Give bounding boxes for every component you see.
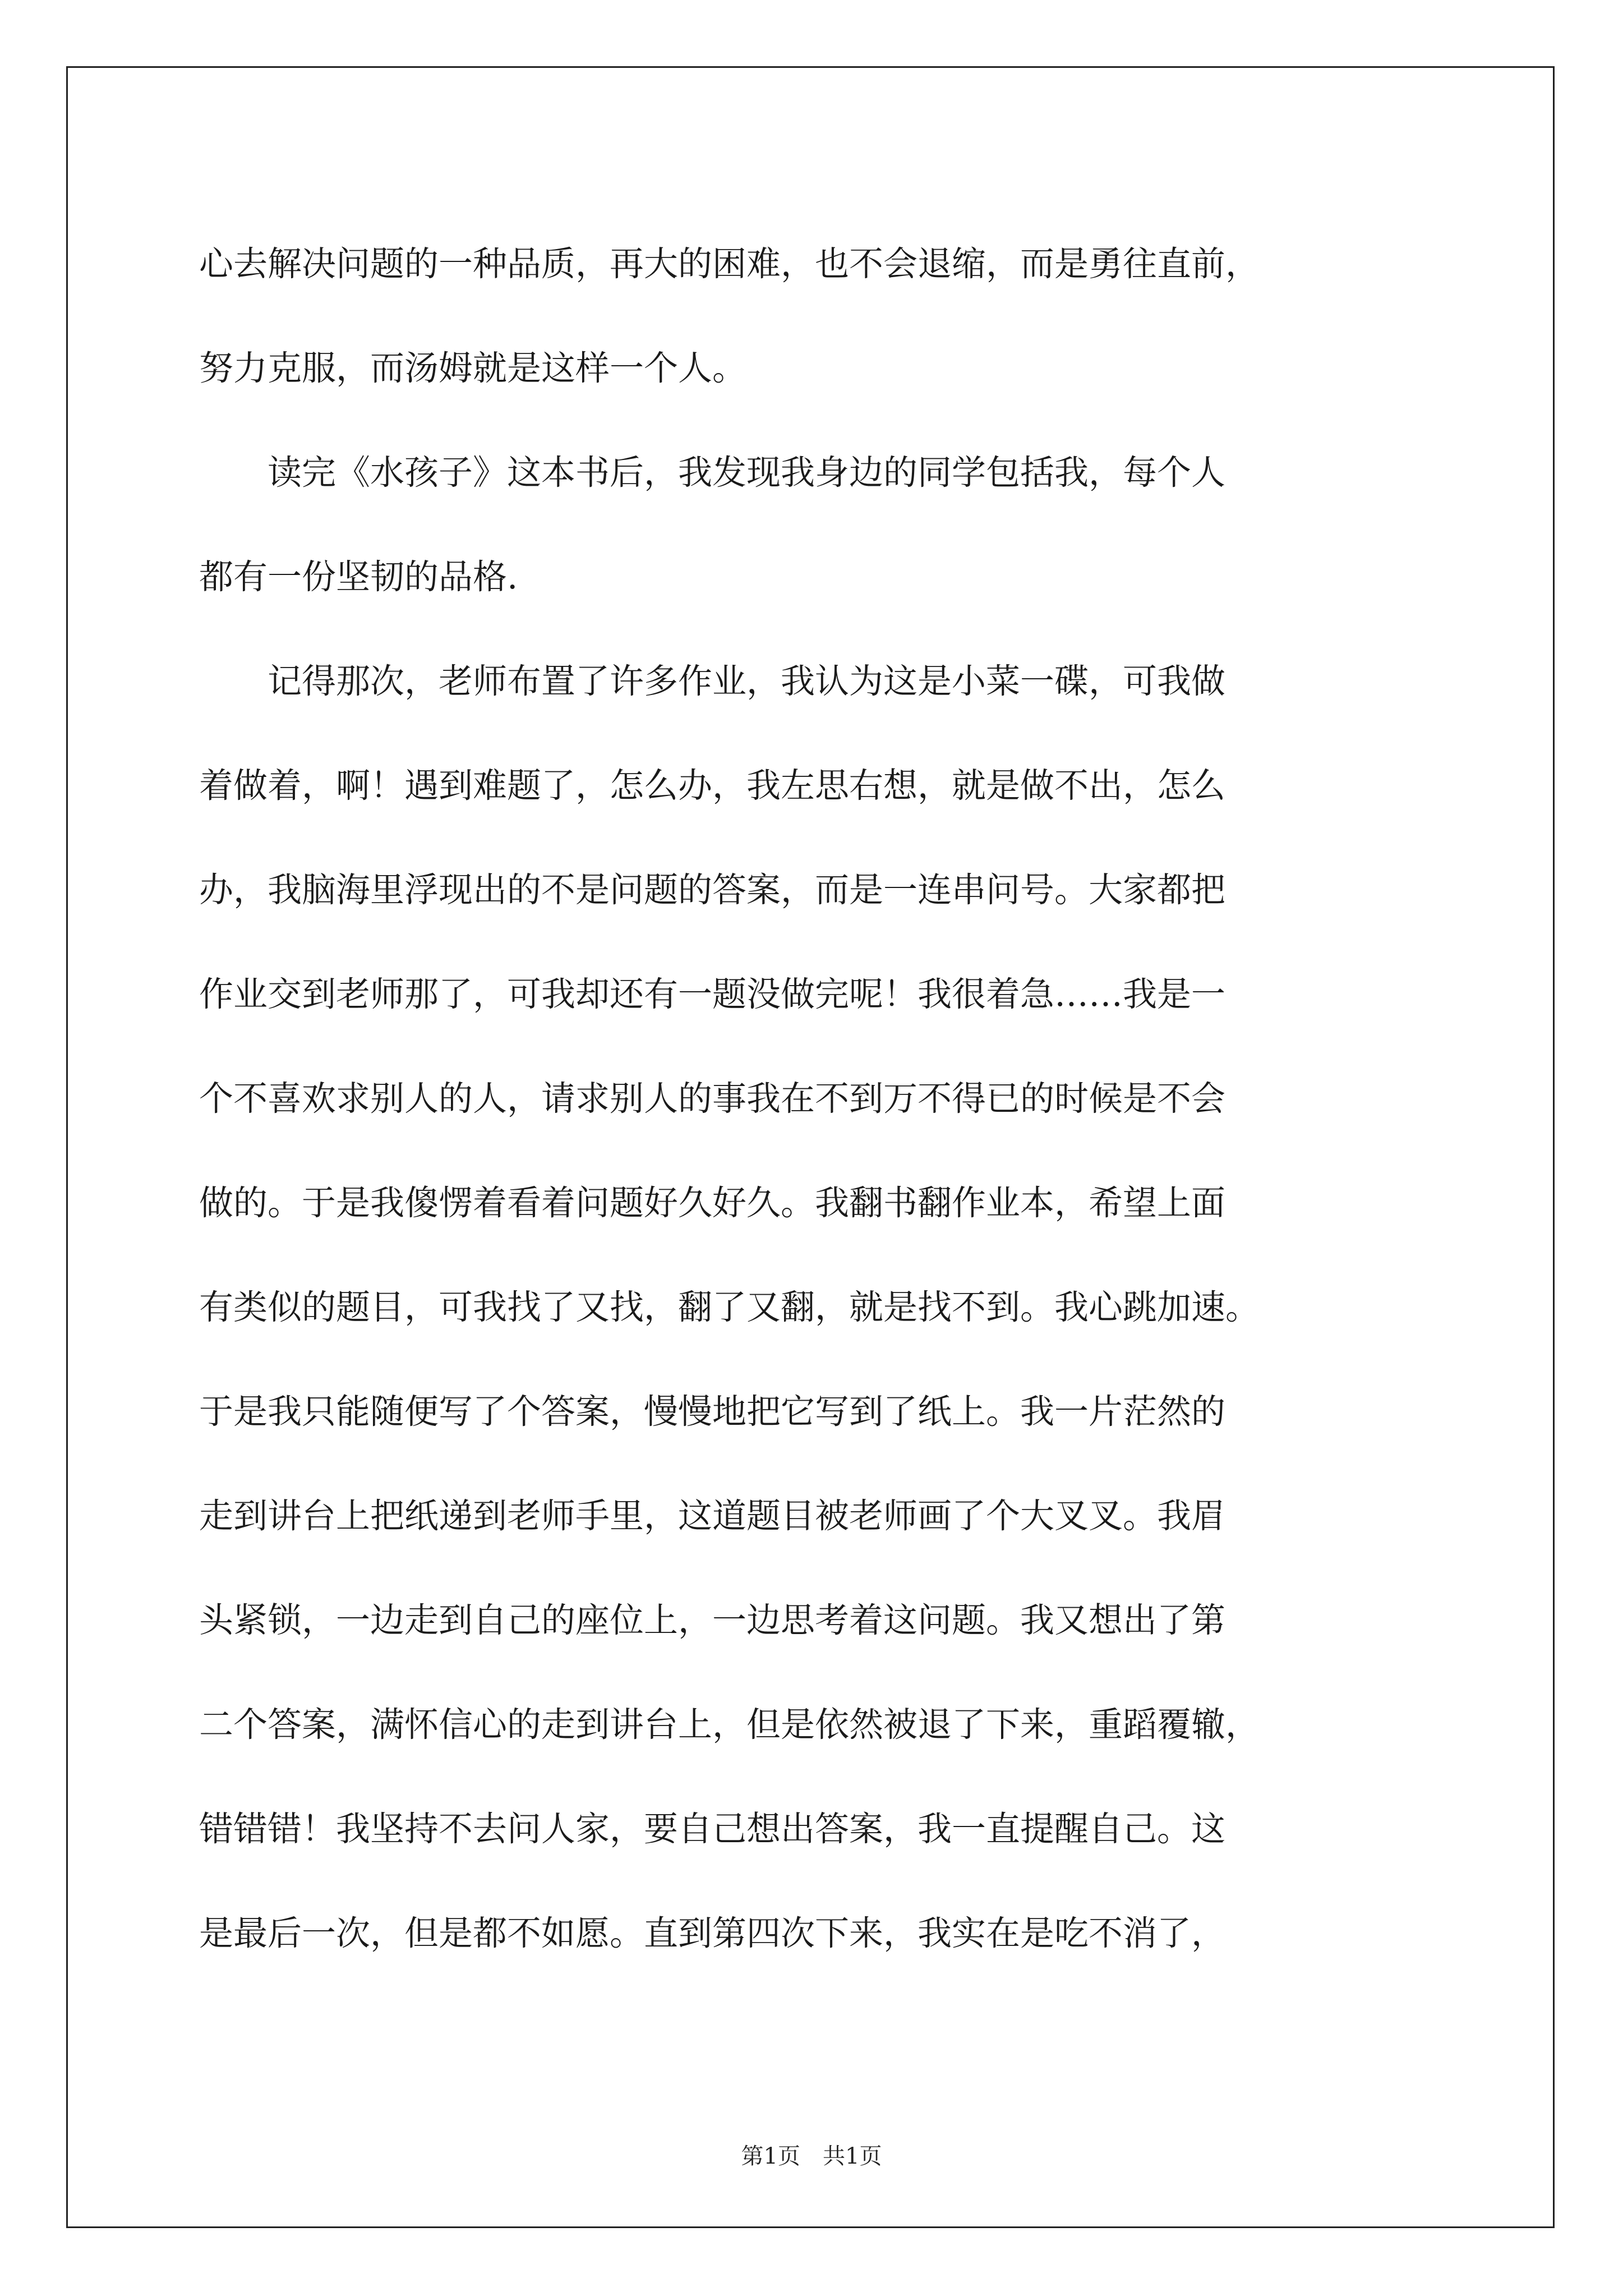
text-line: 着做着，啊！遇到难题了，怎么办，我左思右想，就是做不出，怎么 [199,766,1226,806]
text-line: 做的。于是我傻愣着看着问题好久好久。我翻书翻作业本，希望上面 [199,1183,1226,1223]
text-line: 走到讲台上把纸递到老师手里，这道题目被老师画了个大叉叉。我眉 [199,1496,1226,1536]
text-line: 头紧锁，一边走到自己的座位上，一边思考着这问题。我又想出了第 [199,1600,1226,1640]
text-line: 错错错！我坚持不去问人家，要自己想出答案，我一直提醒自己。这 [199,1809,1226,1849]
text-line: 心去解决问题的一种品质，再大的困难，也不会退缩，而是勇往直前， [199,244,1260,284]
text-line: 读完《水孩子》这本书后，我发现我身边的同学包括我，每个人 [199,453,1226,493]
text-line: 是最后一次，但是都不如愿。直到第四次下来，我实在是吃不消了， [199,1913,1226,1953]
text-line: 记得那次，老师布置了许多作业，我认为这是小菜一碟，可我做 [199,661,1226,701]
text-line: 二个答案，满怀信心的走到讲台上，但是依然被退了下来，重蹈覆辙， [199,1705,1260,1745]
text-line: 于是我只能随便写了个答案，慢慢地把它写到了纸上。我一片茫然的 [199,1392,1226,1432]
page-footer: 第1页 共1页 [741,2143,882,2169]
text-line: 个不喜欢求别人的人，请求别人的事我在不到万不得已的时候是不会 [199,1079,1226,1119]
text-line: 努力克服，而汤姆就是这样一个人。 [199,348,747,388]
body-text [199,212,1433,1986]
text-line: 作业交到老师那了，可我却还有一题没做完呢！我很着急……我是一 [199,974,1226,1014]
text-line: 办，我脑海里浮现出的不是问题的答案，而是一连串问号。大家都把 [199,870,1226,910]
text-line: 有类似的题目，可我找了又找，翻了又翻，就是找不到。我心跳加速。 [199,1287,1260,1327]
text-line: 都有一份坚韧的品格. [199,557,518,597]
